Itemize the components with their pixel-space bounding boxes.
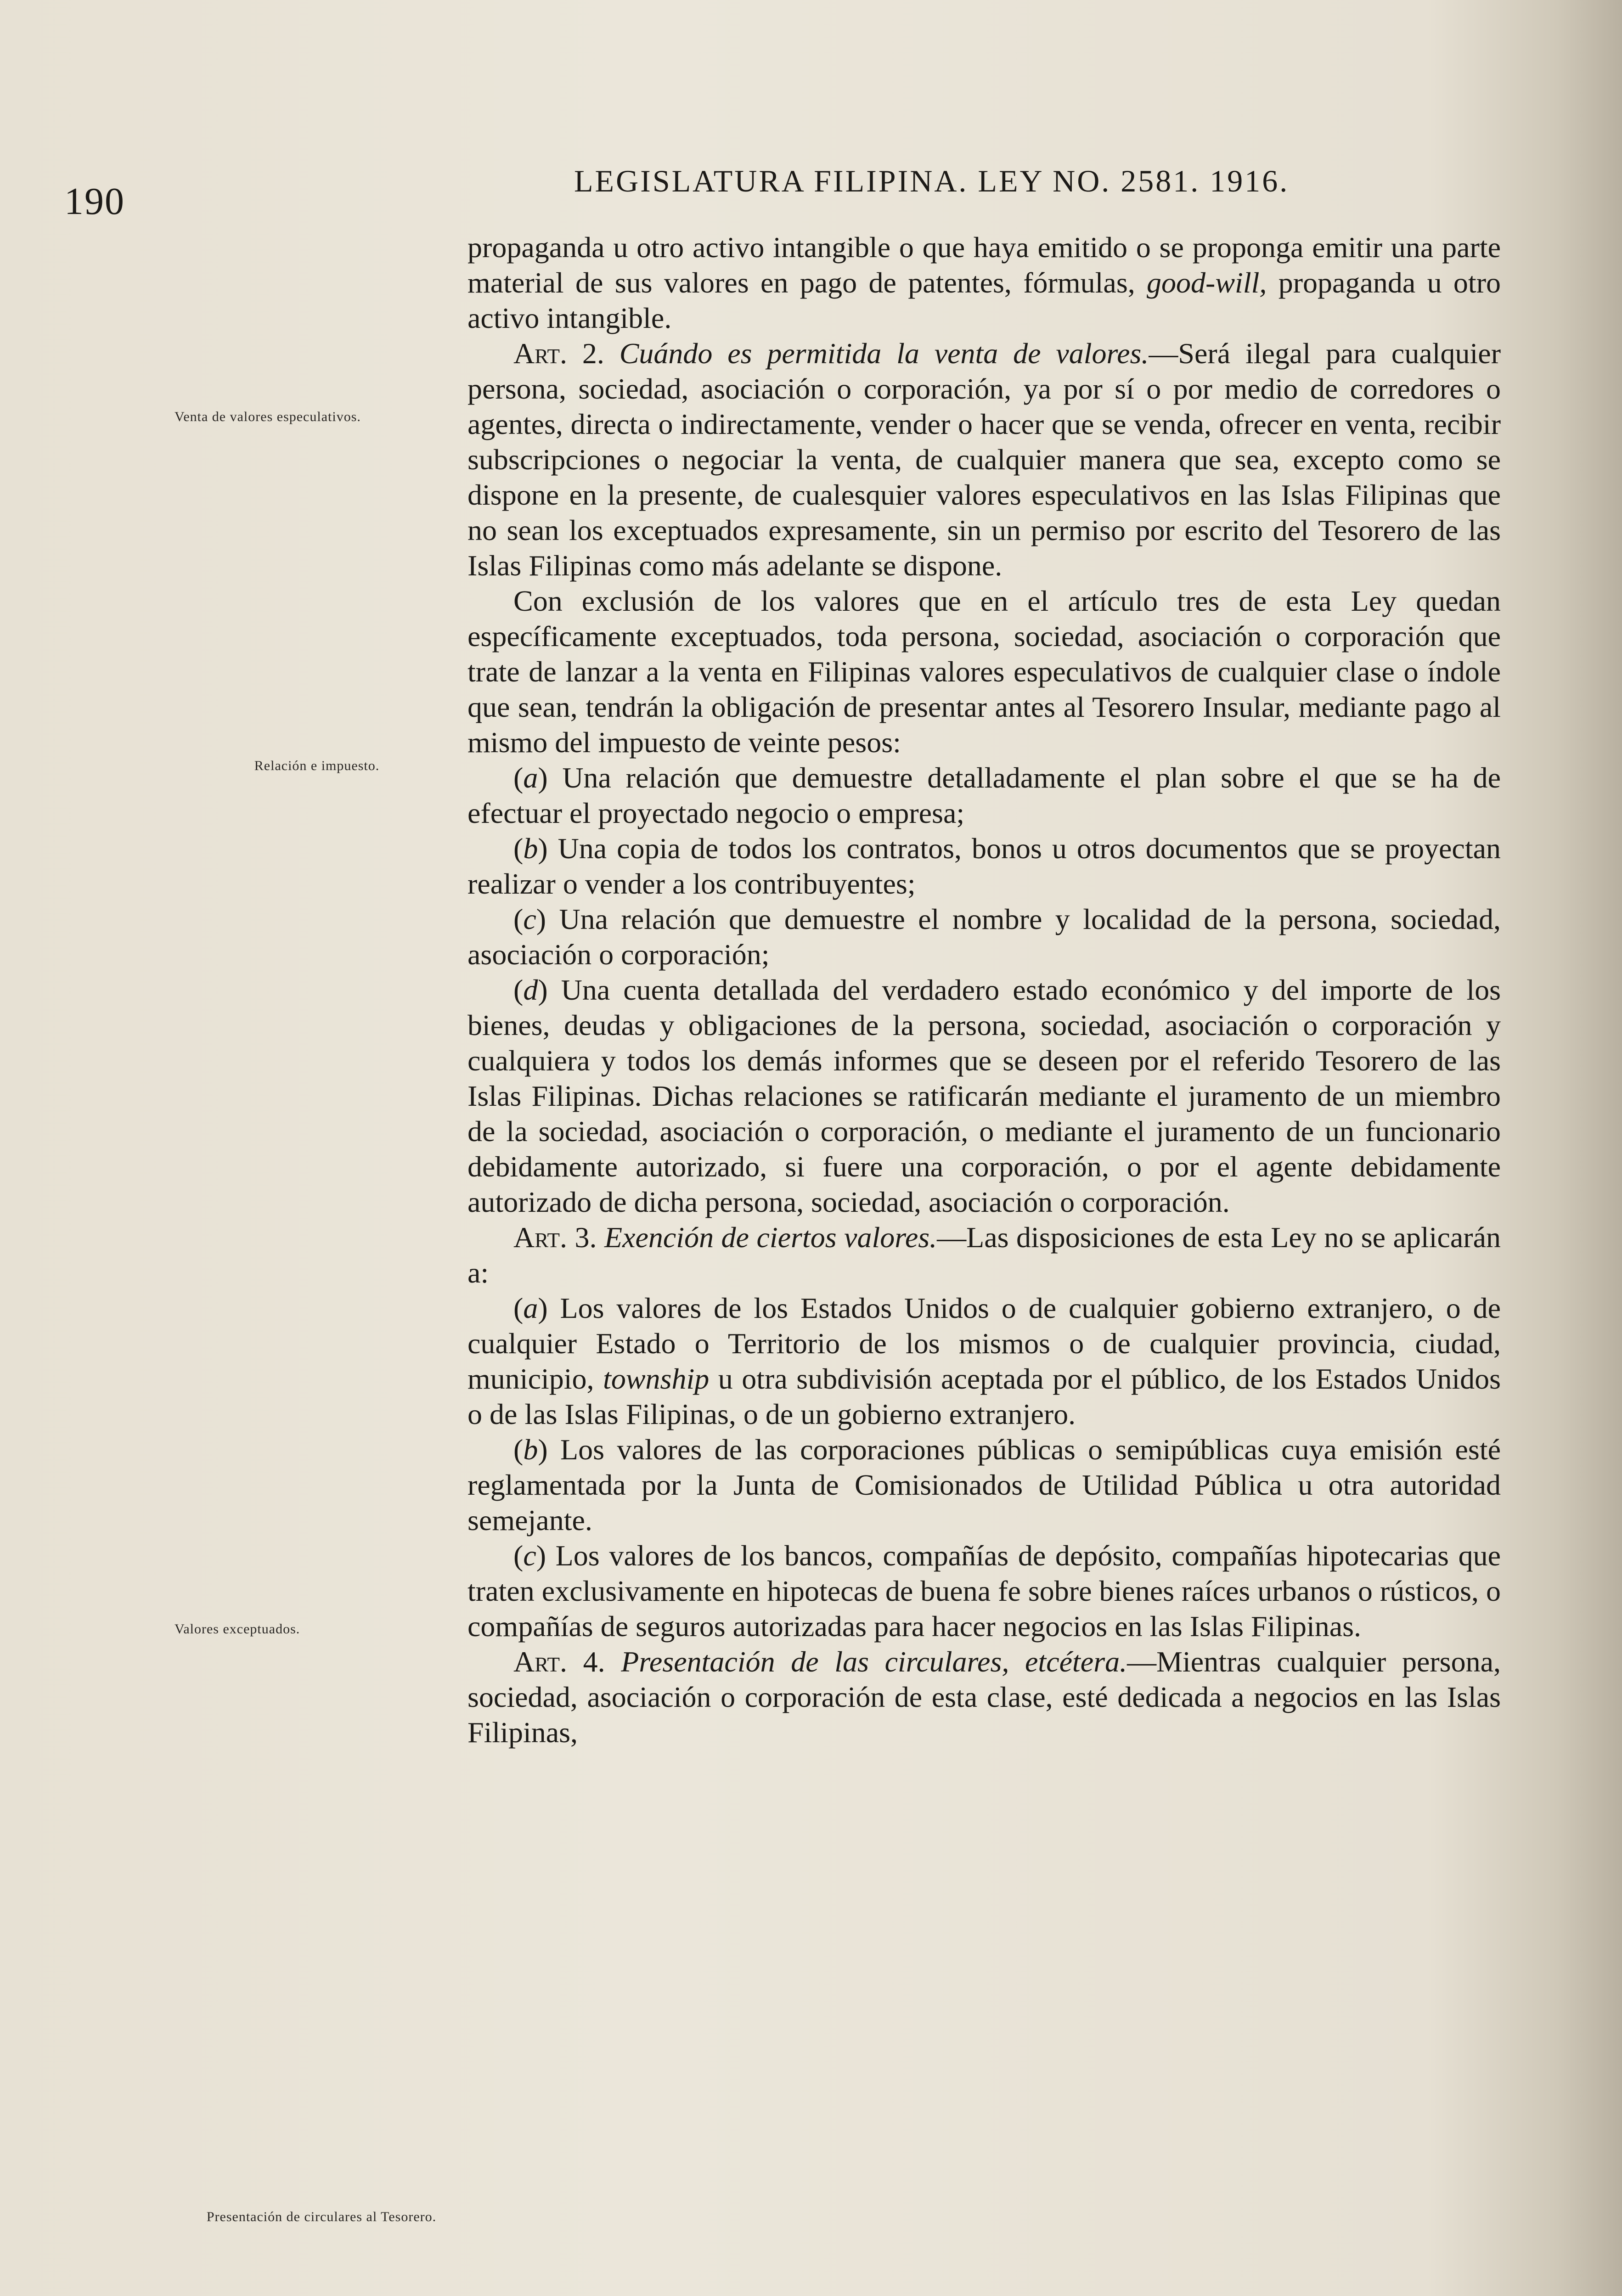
article-label: Art. 4. [513,1645,605,1678]
article-title: Exención de ciertos valores. [604,1221,937,1254]
marginal-note-exceptuados: Valores exceptuados. [175,1621,300,1637]
paragraph-continued: propaganda u otro activo intangible o que haya emitido o se proponga emitir una parte material de sus valores en pago de patentes, fórmulas, good-will, propaganda u otro activo intangible. [467,231,1501,334]
marginal-note-relacion: Relación e impuesto. [254,758,380,773]
list-item: (a) Los valores de los Estados Unidos o de cualquier gobierno extranjero, o de cualquier Estado o Territorio de los mismos o de cualquier provincia, ciudad, municipio, township u otra subdivisión aceptada por el público, de los Estados Unidos o de las Islas Filipinas, o de un gobierno extranjero. [467,1292,1501,1430]
running-head: LEGISLATURA FILIPINA. LEY NO. 2581. 1916. [574,163,1290,198]
article-3: Art. 3. Exención de ciertos valores.—Las disposiciones de esta Ley no se aplicarán a: [467,1221,1501,1289]
marginal-note-venta: Venta de valores especulativos. [175,409,361,424]
list-item: (c) Una relación que demuestre el nombre y localidad de la persona, sociedad, asociación o corporación; [467,903,1501,971]
list-item: (a) Una relación que demuestre detalladamente el plan sobre el que se ha de efectuar el proyectado negocio o empresa; [467,761,1501,829]
article-4: Art. 4. Presentación de las circulares, etcétera.—Mientras cualquier persona, sociedad, asociación o corporación de esta clase, esté dedicada a negocios en las Islas Filipinas, [467,1645,1501,1749]
page-number: 190 [64,180,125,223]
list-item: (d) Una cuenta detallada del verdadero estado económico y del importe de los bienes, deudas y obligaciones de la persona, sociedad, asociación o corporación y cualquiera y todos los demás informes que se deseen por el referido Tesorero de las Islas Filipinas. Dichas relaciones se ratificarán mediante el juramento de un miembro de la sociedad, asociación o corporación, o mediante el juramento de un funcionario debidamente autorizado, si fuere una corporación, o por el agente debidamente autorizado de dicha persona, sociedad, asociación o corporación. [467,974,1501,1218]
list-item: (c) Los valores de los bancos, compañías de depósito, compañías hipotecarias que traten exclusivamente en hipotecas de buena fe sobre bienes raíces urbanos o rústicos, o compañías de seguros autorizadas para hacer negocios en las Islas Filipinas. [467,1539,1501,1643]
marginal-note-presentacion: Presentación de circulares al Tesorero. [206,2209,437,2224]
body-text [467,230,1501,1750]
paragraph-con-exclusion: Con exclusión de los valores que en el artículo tres de esta Ley quedan específicamente exceptuados, toda persona, sociedad, asociación o corporación que trate de lanzar a la venta en Filipinas valores especulativos de cualquier clase o índole que sean, tendrán la obligación de presentar antes al Tesorero Insular, mediante pago al mismo del impuesto de veinte pesos: [467,585,1501,759]
article-label: Art. 2. [513,337,604,370]
article-label: Art. 3. [513,1221,597,1254]
article-title: Cuándo es permitida la venta de valores. [619,337,1149,370]
list-item: (b) Los valores de las corporaciones públicas o semipúblicas cuya emisión esté reglamentada por la Junta de Comisionados de Utilidad Pública u otra autoridad semejante. [467,1433,1501,1536]
article-2: Art. 2. Cuándo es permitida la venta de valores.—Será ilegal para cualquier persona, sociedad, asociación o corporación, ya por sí o por medio de corredores o agentes, directa o indirectamente, vender o hacer que se venda, ofrecer en venta, recibir subscripciones o negociar la venta, de cualquier manera que sea, excepto como se dispone en la presente, de cualesquier valores especulativos en las Islas Filipinas que no sean los exceptuados expresamente, sin un permiso por escrito del Tesorero de las Islas Filipinas como más adelante se dispone. [467,337,1501,582]
article-title: Presentación de las circulares, etcétera. [621,1645,1127,1678]
list-item: (b) Una copia de todos los contratos, bonos u otros documentos que se proyectan realizar o vender a los contribuyentes; [467,832,1501,900]
